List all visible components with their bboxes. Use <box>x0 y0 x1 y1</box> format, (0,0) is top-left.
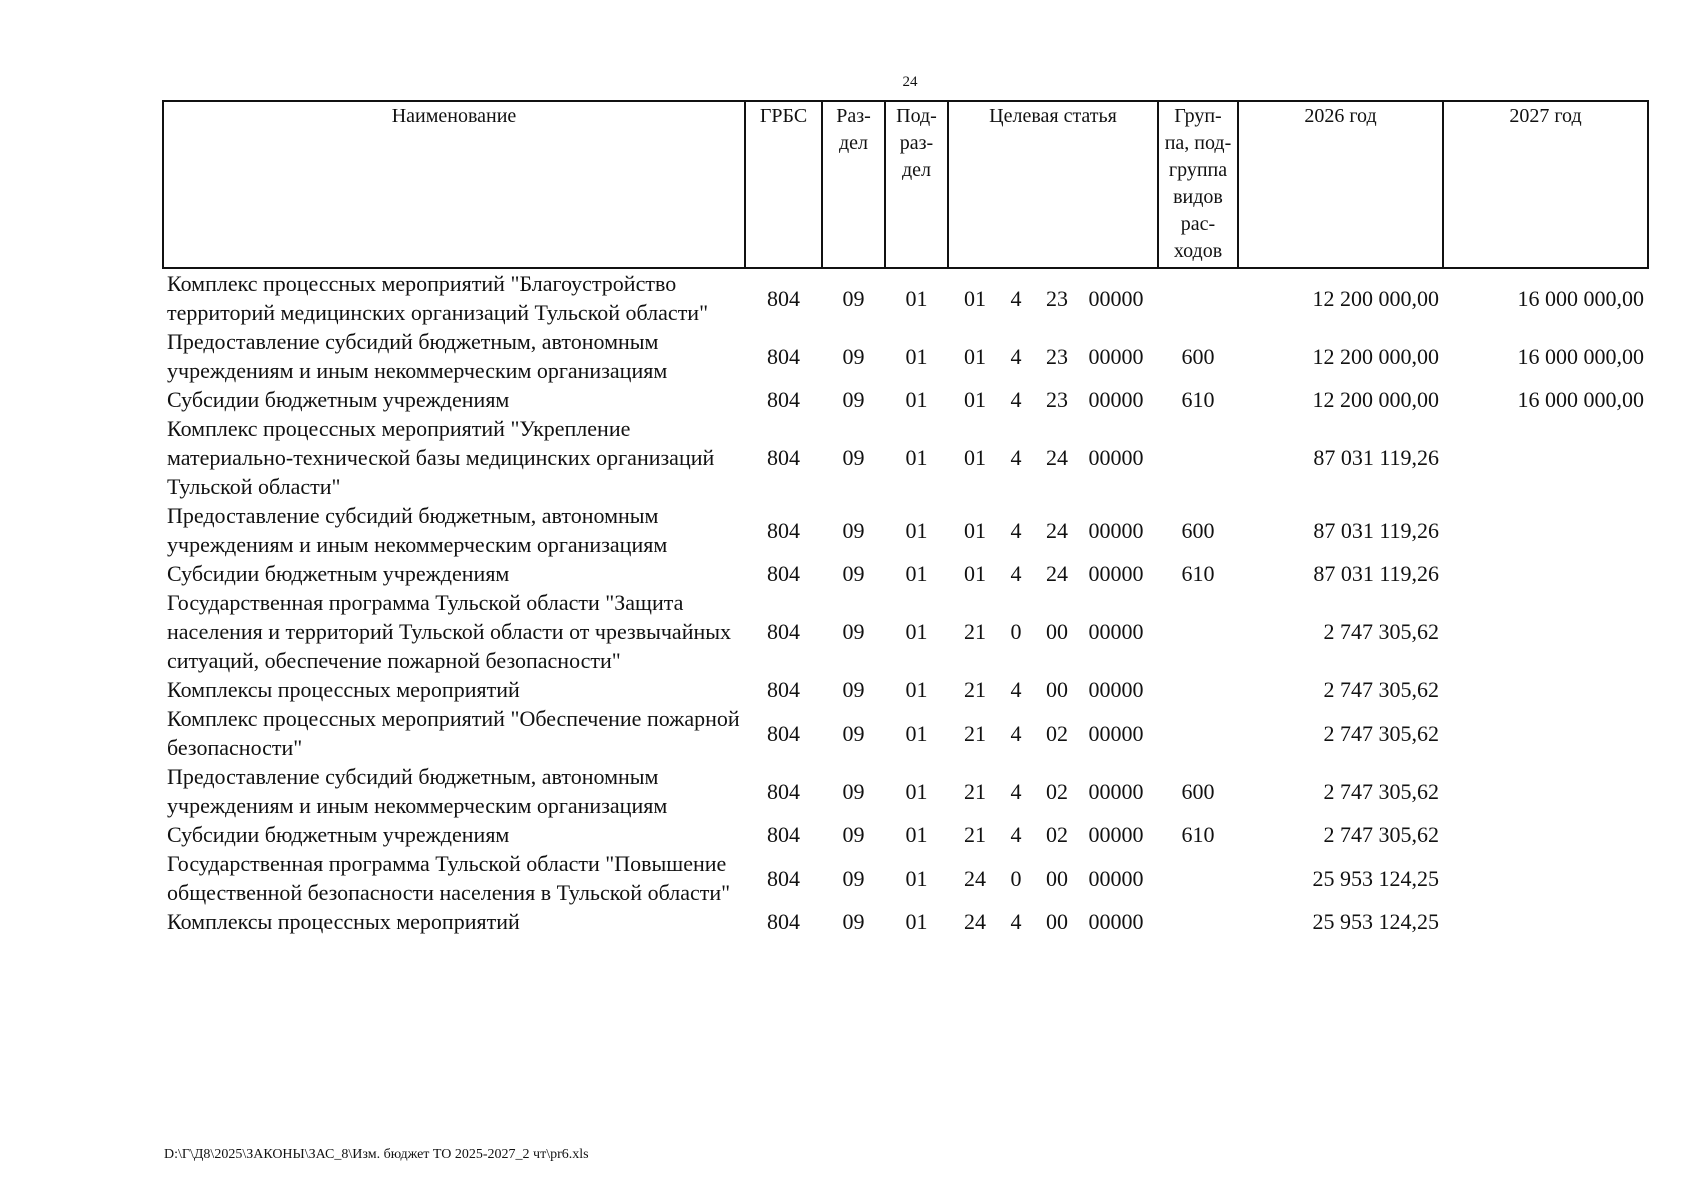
target-article-part: 23 <box>1046 387 1068 412</box>
cell-amount-2027: 16 000 000,00 <box>1517 343 1644 369</box>
cell-expense-group <box>1158 268 1238 327</box>
cell-amount-2026: 87 031 119,26 <box>1313 517 1439 543</box>
cell-amount-2027 <box>1443 414 1648 501</box>
cell-expense-group: 600 <box>1181 778 1215 804</box>
budget-table <box>162 100 1649 936</box>
target-article-parts <box>948 777 1158 806</box>
cell-grbs: 804 <box>767 677 800 702</box>
cell-expense-group <box>1158 704 1238 762</box>
cell-target-article <box>948 675 1158 704</box>
header-grbs: ГРБС <box>745 101 822 268</box>
cell-razdel: 09 <box>842 778 865 804</box>
cell-expense-group: 610 <box>1181 822 1215 847</box>
cell-grbs: 804 <box>767 720 800 746</box>
page-number: 24 <box>902 74 918 90</box>
table-row <box>163 559 1648 588</box>
cell-expense-group <box>1158 907 1238 936</box>
table-row <box>163 762 1648 820</box>
cell-amount-2027: 16 000 000,00 <box>1517 285 1644 311</box>
target-article-parts <box>948 284 1158 313</box>
cell-name: Предоставление субсидий бюджетным, автономным учреждениям и иным некоммерческим организациям <box>167 764 668 818</box>
cell-name: Предоставление субсидий бюджетным, автономным учреждениям и иным некоммерческим организациям <box>167 503 668 557</box>
cell-podrazdel: 01 <box>905 778 928 804</box>
target-article-part: 01 <box>964 387 986 412</box>
cell-grbs: 804 <box>767 822 800 847</box>
target-article-part: 24 <box>1046 561 1068 586</box>
cell-name: Государственная программа Тульской области "Повышение общественной безопасности населения в Тульской области" <box>167 851 731 905</box>
cell-expense-group <box>1158 414 1238 501</box>
cell-amount-2027 <box>1443 907 1648 936</box>
target-article-part: 00000 <box>1088 387 1144 412</box>
target-article-part: 21 <box>964 720 986 746</box>
target-article-part: 0 <box>1010 619 1022 644</box>
target-article-part: 00 <box>1046 909 1068 934</box>
cell-grbs: 804 <box>767 445 800 470</box>
cell-razdel: 09 <box>842 865 865 891</box>
target-article-part: 24 <box>964 909 986 934</box>
cell-podrazdel: 01 <box>905 619 928 644</box>
cell-amount-2026: 25 953 124,25 <box>1312 865 1439 891</box>
target-article-part: 00000 <box>1088 909 1144 934</box>
cell-podrazdel: 01 <box>905 561 928 586</box>
header-group-line: па, под- <box>1164 132 1232 154</box>
cell-target-article <box>948 559 1158 588</box>
cell-name: Комплексы процессных мероприятий <box>167 677 520 702</box>
target-article-part: 21 <box>964 778 986 804</box>
header-target: Целевая статья <box>948 101 1158 268</box>
target-article-part: 00 <box>1046 677 1068 702</box>
table-row <box>163 501 1648 559</box>
cell-name: Субсидии бюджетным учреждениям <box>167 387 510 412</box>
header-razdel-line: дел <box>838 132 869 154</box>
cell-razdel: 09 <box>842 343 865 369</box>
cell-podrazdel: 01 <box>905 517 928 543</box>
target-article-part: 01 <box>964 517 986 543</box>
header-year-2026: 2026 год <box>1238 101 1443 268</box>
cell-amount-2026: 87 031 119,26 <box>1313 561 1439 586</box>
target-article-part: 4 <box>1010 720 1022 746</box>
target-article-part: 00000 <box>1088 517 1144 543</box>
target-article-parts <box>948 907 1158 936</box>
cell-amount-2027: 16 000 000,00 <box>1517 387 1644 412</box>
cell-grbs: 804 <box>767 517 800 543</box>
target-article-part: 21 <box>964 619 986 644</box>
cell-grbs: 804 <box>767 561 800 586</box>
cell-amount-2027 <box>1443 588 1648 675</box>
cell-target-article <box>948 704 1158 762</box>
cell-expense-group: 600 <box>1181 517 1215 543</box>
target-article-part: 4 <box>1010 285 1022 311</box>
target-article-part: 0 <box>1010 865 1022 891</box>
cell-target-article <box>948 385 1158 414</box>
cell-podrazdel: 01 <box>905 387 928 412</box>
cell-amount-2027 <box>1443 559 1648 588</box>
cell-podrazdel: 01 <box>905 909 928 934</box>
target-article-part: 02 <box>1046 778 1068 804</box>
target-article-parts <box>948 559 1158 588</box>
cell-razdel: 09 <box>842 285 865 311</box>
cell-grbs: 804 <box>767 619 800 644</box>
cell-expense-group <box>1158 849 1238 907</box>
cell-target-article <box>948 588 1158 675</box>
cell-name: Субсидии бюджетным учреждениям <box>167 561 510 586</box>
cell-target-article <box>948 762 1158 820</box>
header-podrazdel <box>885 101 948 268</box>
target-article-part: 23 <box>1046 343 1068 369</box>
cell-amount-2027 <box>1443 501 1648 559</box>
header-razdel-line: Раз- <box>836 105 871 127</box>
cell-podrazdel: 01 <box>905 285 928 311</box>
target-article-part: 4 <box>1010 517 1022 543</box>
header-podrazdel-line: дел <box>901 159 932 181</box>
target-article-part: 4 <box>1010 909 1022 934</box>
cell-target-article <box>948 268 1158 327</box>
cell-target-article <box>948 327 1158 385</box>
cell-name: Комплекс процессных мероприятий "Укрепление материально-технической базы медицинских организаций Тульской области" <box>167 416 715 499</box>
cell-razdel: 09 <box>842 677 865 702</box>
target-article-part: 01 <box>964 285 986 311</box>
target-article-part: 21 <box>964 677 986 702</box>
cell-razdel: 09 <box>842 909 865 934</box>
target-article-part: 00000 <box>1088 865 1144 891</box>
cell-podrazdel: 01 <box>905 445 928 470</box>
target-article-part: 00000 <box>1088 677 1144 702</box>
table-row <box>163 385 1648 414</box>
cell-razdel: 09 <box>842 561 865 586</box>
header-group-line: группа <box>1168 159 1228 181</box>
table-row <box>163 820 1648 849</box>
target-article-parts <box>948 675 1158 704</box>
target-article-part: 00000 <box>1088 778 1144 804</box>
cell-amount-2026: 2 747 305,62 <box>1323 619 1439 644</box>
cell-grbs: 804 <box>767 343 800 369</box>
cell-amount-2026: 12 200 000,00 <box>1312 285 1439 311</box>
target-article-part: 00 <box>1046 865 1068 891</box>
cell-name: Комплексы процессных мероприятий <box>167 909 520 934</box>
target-article-part: 00000 <box>1088 561 1144 586</box>
target-article-part: 00000 <box>1088 343 1144 369</box>
target-article-parts <box>948 864 1158 893</box>
cell-amount-2026: 2 747 305,62 <box>1323 778 1439 804</box>
target-article-part: 4 <box>1010 445 1022 470</box>
target-article-part: 24 <box>1046 445 1068 470</box>
target-article-part: 00 <box>1046 619 1068 644</box>
header-group-line: рас- <box>1180 213 1216 235</box>
cell-target-article <box>948 501 1158 559</box>
table-row <box>163 588 1648 675</box>
target-article-part: 4 <box>1010 387 1022 412</box>
cell-amount-2027 <box>1443 849 1648 907</box>
cell-grbs: 804 <box>767 778 800 804</box>
target-article-part: 4 <box>1010 343 1022 369</box>
header-razdel <box>822 101 885 268</box>
cell-name: Субсидии бюджетным учреждениям <box>167 822 510 847</box>
target-article-part: 02 <box>1046 822 1068 847</box>
cell-grbs: 804 <box>767 387 800 412</box>
target-article-part: 4 <box>1010 822 1022 847</box>
cell-expense-group: 600 <box>1181 343 1215 369</box>
target-article-part: 01 <box>964 561 986 586</box>
target-article-part: 00000 <box>1088 619 1144 644</box>
cell-grbs: 804 <box>767 909 800 934</box>
cell-amount-2026: 12 200 000,00 <box>1312 387 1439 412</box>
cell-razdel: 09 <box>842 720 865 746</box>
cell-target-article <box>948 849 1158 907</box>
cell-expense-group <box>1158 675 1238 704</box>
target-article-part: 02 <box>1046 720 1068 746</box>
table-row <box>163 414 1648 501</box>
header-group-line: Груп- <box>1174 105 1222 127</box>
cell-name: Комплекс процессных мероприятий "Благоустройство территорий медицинских организаций Тульской области" <box>167 271 709 325</box>
cell-amount-2027 <box>1443 704 1648 762</box>
cell-razdel: 09 <box>842 517 865 543</box>
cell-expense-group <box>1158 588 1238 675</box>
target-article-part: 21 <box>964 822 986 847</box>
table-row <box>163 268 1648 327</box>
target-article-parts <box>948 342 1158 371</box>
cell-amount-2026: 12 200 000,00 <box>1312 343 1439 369</box>
table-header-row <box>163 101 1648 268</box>
cell-amount-2027 <box>1443 762 1648 820</box>
cell-razdel: 09 <box>842 445 865 470</box>
target-article-parts <box>948 719 1158 748</box>
header-group-line: видов <box>1173 186 1223 208</box>
cell-grbs: 804 <box>767 285 800 311</box>
cell-razdel: 09 <box>842 822 865 847</box>
target-article-part: 00000 <box>1088 720 1144 746</box>
target-article-part: 4 <box>1010 677 1022 702</box>
cell-amount-2026: 87 031 119,26 <box>1313 445 1439 470</box>
table-row <box>163 849 1648 907</box>
cell-podrazdel: 01 <box>905 865 928 891</box>
target-article-part: 01 <box>964 343 986 369</box>
target-article-part: 00000 <box>1088 445 1144 470</box>
table-row <box>163 327 1648 385</box>
cell-amount-2026: 2 747 305,62 <box>1323 822 1439 847</box>
table-row <box>163 675 1648 704</box>
cell-podrazdel: 01 <box>905 822 928 847</box>
cell-razdel: 09 <box>842 387 865 412</box>
cell-podrazdel: 01 <box>905 343 928 369</box>
header-year-2027: 2027 год <box>1443 101 1648 268</box>
cell-target-article <box>948 414 1158 501</box>
header-name: Наименование <box>163 101 745 268</box>
cell-amount-2026: 2 747 305,62 <box>1323 677 1439 702</box>
cell-grbs: 804 <box>767 865 800 891</box>
cell-expense-group: 610 <box>1181 561 1215 586</box>
target-article-parts <box>948 385 1158 414</box>
target-article-parts <box>948 443 1158 472</box>
target-article-parts <box>948 617 1158 646</box>
table-row <box>163 704 1648 762</box>
cell-name: Предоставление субсидий бюджетным, автономным учреждениям и иным некоммерческим организациям <box>167 329 668 383</box>
cell-amount-2027 <box>1443 820 1648 849</box>
target-article-part: 00000 <box>1088 285 1144 311</box>
target-article-part: 4 <box>1010 778 1022 804</box>
cell-target-article <box>948 820 1158 849</box>
target-article-part: 24 <box>1046 517 1068 543</box>
cell-razdel: 09 <box>842 619 865 644</box>
header-podrazdel-line: Под- <box>896 105 937 127</box>
target-article-part: 23 <box>1046 285 1068 311</box>
target-article-parts <box>948 820 1158 849</box>
target-article-part: 00000 <box>1088 822 1144 847</box>
header-group-line: ходов <box>1173 240 1223 262</box>
cell-podrazdel: 01 <box>905 677 928 702</box>
target-article-part: 24 <box>964 865 986 891</box>
header-podrazdel-line: раз- <box>899 132 934 154</box>
cell-expense-group: 610 <box>1181 387 1215 412</box>
cell-name: Комплекс процессных мероприятий "Обеспечение пожарной безопасности" <box>167 706 740 760</box>
target-article-part: 4 <box>1010 561 1022 586</box>
target-article-part: 01 <box>964 445 986 470</box>
cell-podrazdel: 01 <box>905 720 928 746</box>
target-article-parts <box>948 516 1158 545</box>
cell-amount-2026: 2 747 305,62 <box>1323 720 1439 746</box>
cell-name: Государственная программа Тульской области "Защита населения и территорий Тульской области от чрезвычайных ситуаций, обеспечение пожарной безопасности" <box>167 590 732 673</box>
table-row <box>163 907 1648 936</box>
cell-amount-2027 <box>1443 675 1648 704</box>
footer-file-path: D:\Г\Д8\2025\ЗАКОНЫ\ЗАС_8\Изм. бюджет ТО 2025-2027_2 чт\pr6.xls <box>164 1147 589 1162</box>
cell-amount-2026: 25 953 124,25 <box>1312 909 1439 934</box>
header-group <box>1158 101 1238 268</box>
cell-target-article <box>948 907 1158 936</box>
